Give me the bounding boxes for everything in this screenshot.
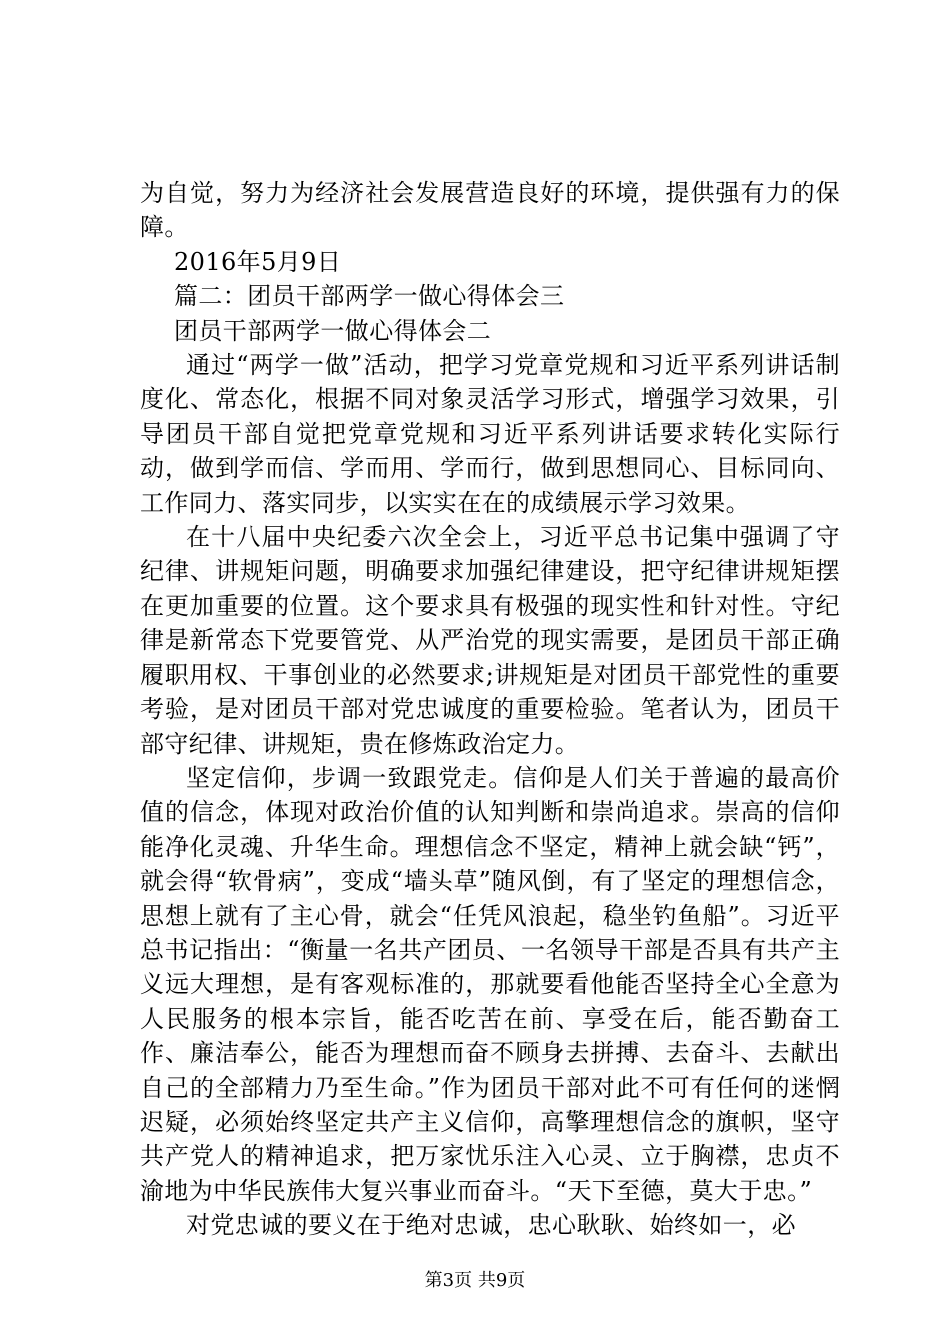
paragraph-body-3: 坚定信仰，步调一致跟党走。信仰是人们关于普遍的最高价值的信念，体现对政治价值的认知判断和崇尚追求。崇高的信仰能净化灵魂、升华生命。理想信念不坚定，精神上就会缺“钙”，就会得“软骨病”，变成“墙头草”随风倒，有了坚定的理想信念，思想上就有了主心骨，就会“任凭风浪起，稳坐钓鱼船”。习近平总书记指出：“衡量一名共产团员、一名领导干部是否具有共产主义远大理想，是有客观标准的，那就要看他能否坚持全心全意为人民服务的根本宗旨，能否吃苦在前、享受在后，能否勤奋工作、廉洁奉公，能否为理想而奋不顾身去拼搏、去奋斗、去献出自己的全部精力乃至生命。”作为团员干部对此不可有任何的迷惘迟疑，必须始终坚定共产主义信仰，高擎理想信念的旗帜，坚守共产党人的精神追求，把万家忧乐注入心灵、立于胸襟，忠贞不渝地为中华民族伟大复兴事业而奋斗。“天下至德，莫大于忠。”: [140, 763, 840, 1205]
paragraph-section-title: 篇二：团员干部两学一做心得体会三: [174, 282, 565, 311]
document-body: [140, 176, 840, 1243]
paragraph-subtitle: 团员干部两学一做心得体会二: [174, 316, 492, 345]
page-number-footer: 第3页 共9页: [424, 1270, 526, 1291]
paragraph-body-4: 对党忠诚的要义在于绝对忠诚，忠心耿耿、始终如一，必: [186, 1211, 796, 1240]
paragraph-body-1: 通过“两学一做”活动，把学习党章党规和习近平系列讲话制度化、常态化，根据不同对象灵活学习形式，增强学习效果，引导团员干部自觉把党章党规和习近平系列讲话要求转化实际行动，做到学而信、学而用、学而行，做到思想同心、目标同向、工作同力、落实同步，以实实在在的成绩展示学习效果。: [140, 351, 840, 517]
paragraph-body-2: 在十八届中央纪委六次全会上，习近平总书记集中强调了守纪律、讲规矩问题，明确要求加强纪律建设，把守纪律讲规矩摆在更加重要的位置。这个要求具有极强的现实性和针对性。守纪律是新常态下党要管党、从严治党的现实需要，是团员干部正确履职用权、干事创业的必然要求;讲规矩是对团员干部党性的重要考验，是对团员干部对党忠诚度的重要检验。笔者认为，团员干部守纪律、讲规矩，贵在修炼政治定力。: [140, 523, 840, 758]
paragraph-continuation: 为自觉，努力为经济社会发展营造良好的环境，提供强有力的保障。: [140, 179, 840, 242]
paragraph-date: 2016年5月9日: [174, 247, 342, 276]
